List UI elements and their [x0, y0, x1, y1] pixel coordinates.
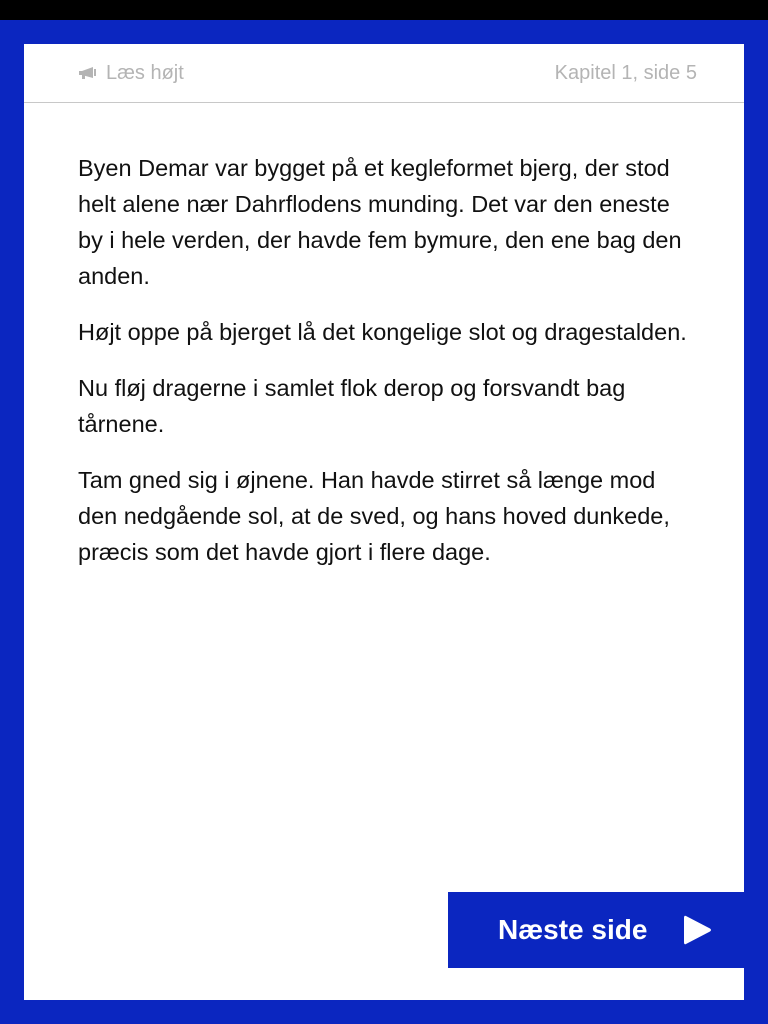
- status-bar: [0, 0, 768, 20]
- reader-header: [24, 44, 744, 103]
- story-paragraph: Nu fløj dragerne i samlet flok derop og forsvandt bag tårnene.: [78, 375, 626, 437]
- chapter-page-indicator: Kapitel 1, side 5: [554, 62, 697, 84]
- story-paragraph: Byen Demar var bygget på et kegleformet bjerg, der stod helt alene nær Dahrflodens munding. Det var den eneste by i hele verden, der havde fem bymure, den ene bag den anden.: [78, 155, 682, 289]
- megaphone-icon: [78, 66, 96, 80]
- read-aloud-label: Læs højt: [106, 61, 184, 84]
- play-arrow-icon: [684, 914, 712, 946]
- story-paragraph: Højt oppe på bjerget lå det kongelige slot og dragestalden.: [78, 319, 687, 345]
- story-paragraph: Tam gned sig i øjnene. Han havde stirret så længe mod den nedgående sol, at de sved, og hans hoved dunkede, præcis som det havde gjort i flere dage.: [78, 467, 670, 565]
- story-text: [78, 150, 698, 590]
- next-page-button[interactable]: [448, 892, 744, 968]
- reader-page: [24, 44, 744, 1000]
- next-page-label: Næste side: [498, 914, 648, 945]
- read-aloud-button[interactable]: [78, 61, 184, 85]
